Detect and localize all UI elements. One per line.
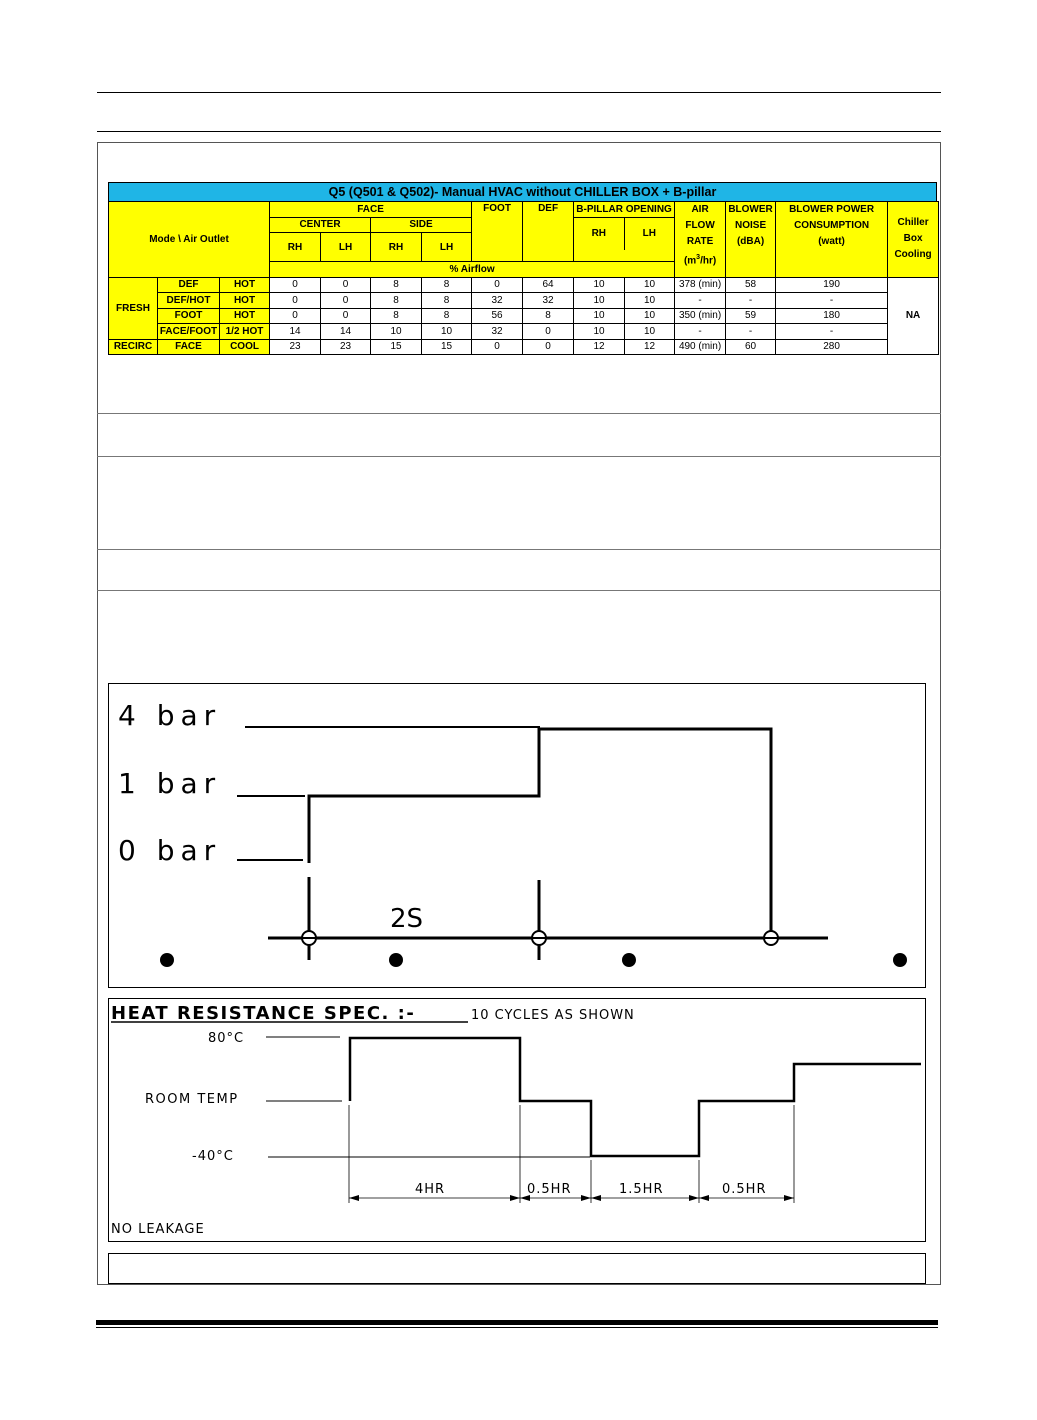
cell-c-rh: 0 [270,277,321,293]
chiller-value: NA [888,277,939,355]
label-minus40c: -40°C [192,1149,234,1164]
cell-power: 190 [776,277,888,293]
cell-b-lh: 10 [625,308,675,324]
row-mode: DEF [158,277,220,293]
cell-noise: - [726,324,776,340]
blower-power-header: BLOWER POWER CONSUMPTION (watt) [776,202,888,278]
cell-s-lh: 15 [422,339,472,355]
cell-s-rh: 10 [371,324,422,340]
center-header: CENTER [270,217,371,233]
air-flow-rate-header: AIR FLOW RATE $(m^3/hr)$ [675,202,726,278]
side-lh: LH [422,233,472,262]
cell-s-lh: 10 [422,324,472,340]
cell-flow: - [675,293,726,309]
side-rh: RH [371,233,422,262]
cell-c-rh: 14 [270,324,321,340]
cell-b-rh: 12 [574,339,625,355]
def-header: DEF [523,202,574,262]
cell-flow: 350 (min) [675,308,726,324]
cell-noise: - [726,293,776,309]
side-header: SIDE [371,217,472,233]
row-temp: COOL [220,339,270,355]
row-mode: FACE [158,339,220,355]
row-temp: HOT [220,293,270,309]
cell-foot: 0 [472,277,523,293]
cell-flow: 378 (min) [675,277,726,293]
bpillar-header: B-PILLAR OPENING [574,202,675,218]
row-temp: HOT [220,308,270,324]
label-2s: 2S [390,904,424,934]
cell-def: 64 [523,277,574,293]
cell-flow: - [675,324,726,340]
footer-rule-thick [96,1320,938,1325]
group-recirc: RECIRC [109,339,158,355]
cell-s-lh: 8 [422,293,472,309]
mode-header: Mode \ Air Outlet [109,202,270,278]
cell-s-rh: 15 [371,339,422,355]
label-80c: 80°C [208,1031,245,1046]
face-header: FACE [270,202,472,218]
cell-def: 0 [523,324,574,340]
cell-foot: 32 [472,293,523,309]
cell-b-rh: 10 [574,277,625,293]
chiller-header: Chiller Box Cooling [888,202,939,278]
center-lh: LH [321,233,371,262]
bpillar-rh: RH [574,218,625,250]
center-rh: RH [270,233,321,262]
cell-c-rh: 0 [270,293,321,309]
cell-b-rh: 10 [574,308,625,324]
footer-rule-thin [96,1327,938,1328]
row-temp: 1/2 HOT [220,324,270,340]
duration-1: 4HR [415,1182,446,1197]
label-0bar: 0 bar [118,834,222,867]
row-mode: DEF/HOT [158,293,220,309]
cell-foot: 32 [472,324,523,340]
cell-c-rh: 0 [270,308,321,324]
cell-def: 0 [523,339,574,355]
label-4bar: 4 bar [118,699,222,732]
cell-b-lh: 10 [625,293,675,309]
cell-noise: 60 [726,339,776,355]
cell-flow: 490 (min) [675,339,726,355]
label-room-temp: ROOM TEMP [145,1092,239,1107]
cell-b-lh: 10 [625,277,675,293]
row-mode: FACE/FOOT [158,324,220,340]
cell-s-lh: 8 [422,308,472,324]
cell-b-rh: 10 [574,324,625,340]
empty-bottom-box [108,1253,926,1284]
cell-foot: 0 [472,339,523,355]
temperature-profile [350,1038,921,1156]
group-fresh: FRESH [109,277,158,339]
blower-noise-header: BLOWER NOISE (dBA) [726,202,776,278]
foot-header: FOOT [472,202,523,262]
cell-s-rh: 8 [371,293,422,309]
cell-def: 8 [523,308,574,324]
cell-power: 280 [776,339,888,355]
cell-c-lh: 0 [321,277,371,293]
cell-b-rh: 10 [574,293,625,309]
airflow-pct-header: % Airflow [270,262,675,278]
cell-c-lh: 0 [321,293,371,309]
cell-c-lh: 0 [321,308,371,324]
duration-4: 0.5HR [722,1182,767,1197]
cell-s-rh: 8 [371,308,422,324]
row-temp: HOT [220,277,270,293]
row-mode: FOOT [158,308,220,324]
heat-spec-title: HEAT RESISTANCE SPEC. :- [111,1003,416,1024]
cell-s-lh: 8 [422,277,472,293]
cell-noise: 59 [726,308,776,324]
cell-b-lh: 12 [625,339,675,355]
bpillar-lh: LH [642,227,656,239]
duration-3: 1.5HR [619,1182,664,1197]
no-leakage-note: NO LEAKAGE [111,1222,205,1237]
cell-foot: 56 [472,308,523,324]
cell-c-rh: 23 [270,339,321,355]
cell-power: 180 [776,308,888,324]
cell-def: 32 [523,293,574,309]
cell-b-lh: 10 [625,324,675,340]
label-1bar: 1 bar [118,767,222,800]
cell-s-rh: 8 [371,277,422,293]
heat-spec-subtitle: 10 CYCLES AS SHOWN [471,1008,635,1023]
cell-power: - [776,293,888,309]
cell-c-lh: 14 [321,324,371,340]
hvac-table-title: Q5 (Q501 & Q502)- Manual HVAC without CHILLER BOX + B-pillar [108,182,937,201]
duration-2: 0.5HR [527,1182,572,1197]
cell-c-lh: 23 [321,339,371,355]
cell-power: - [776,324,888,340]
cell-noise: 58 [726,277,776,293]
